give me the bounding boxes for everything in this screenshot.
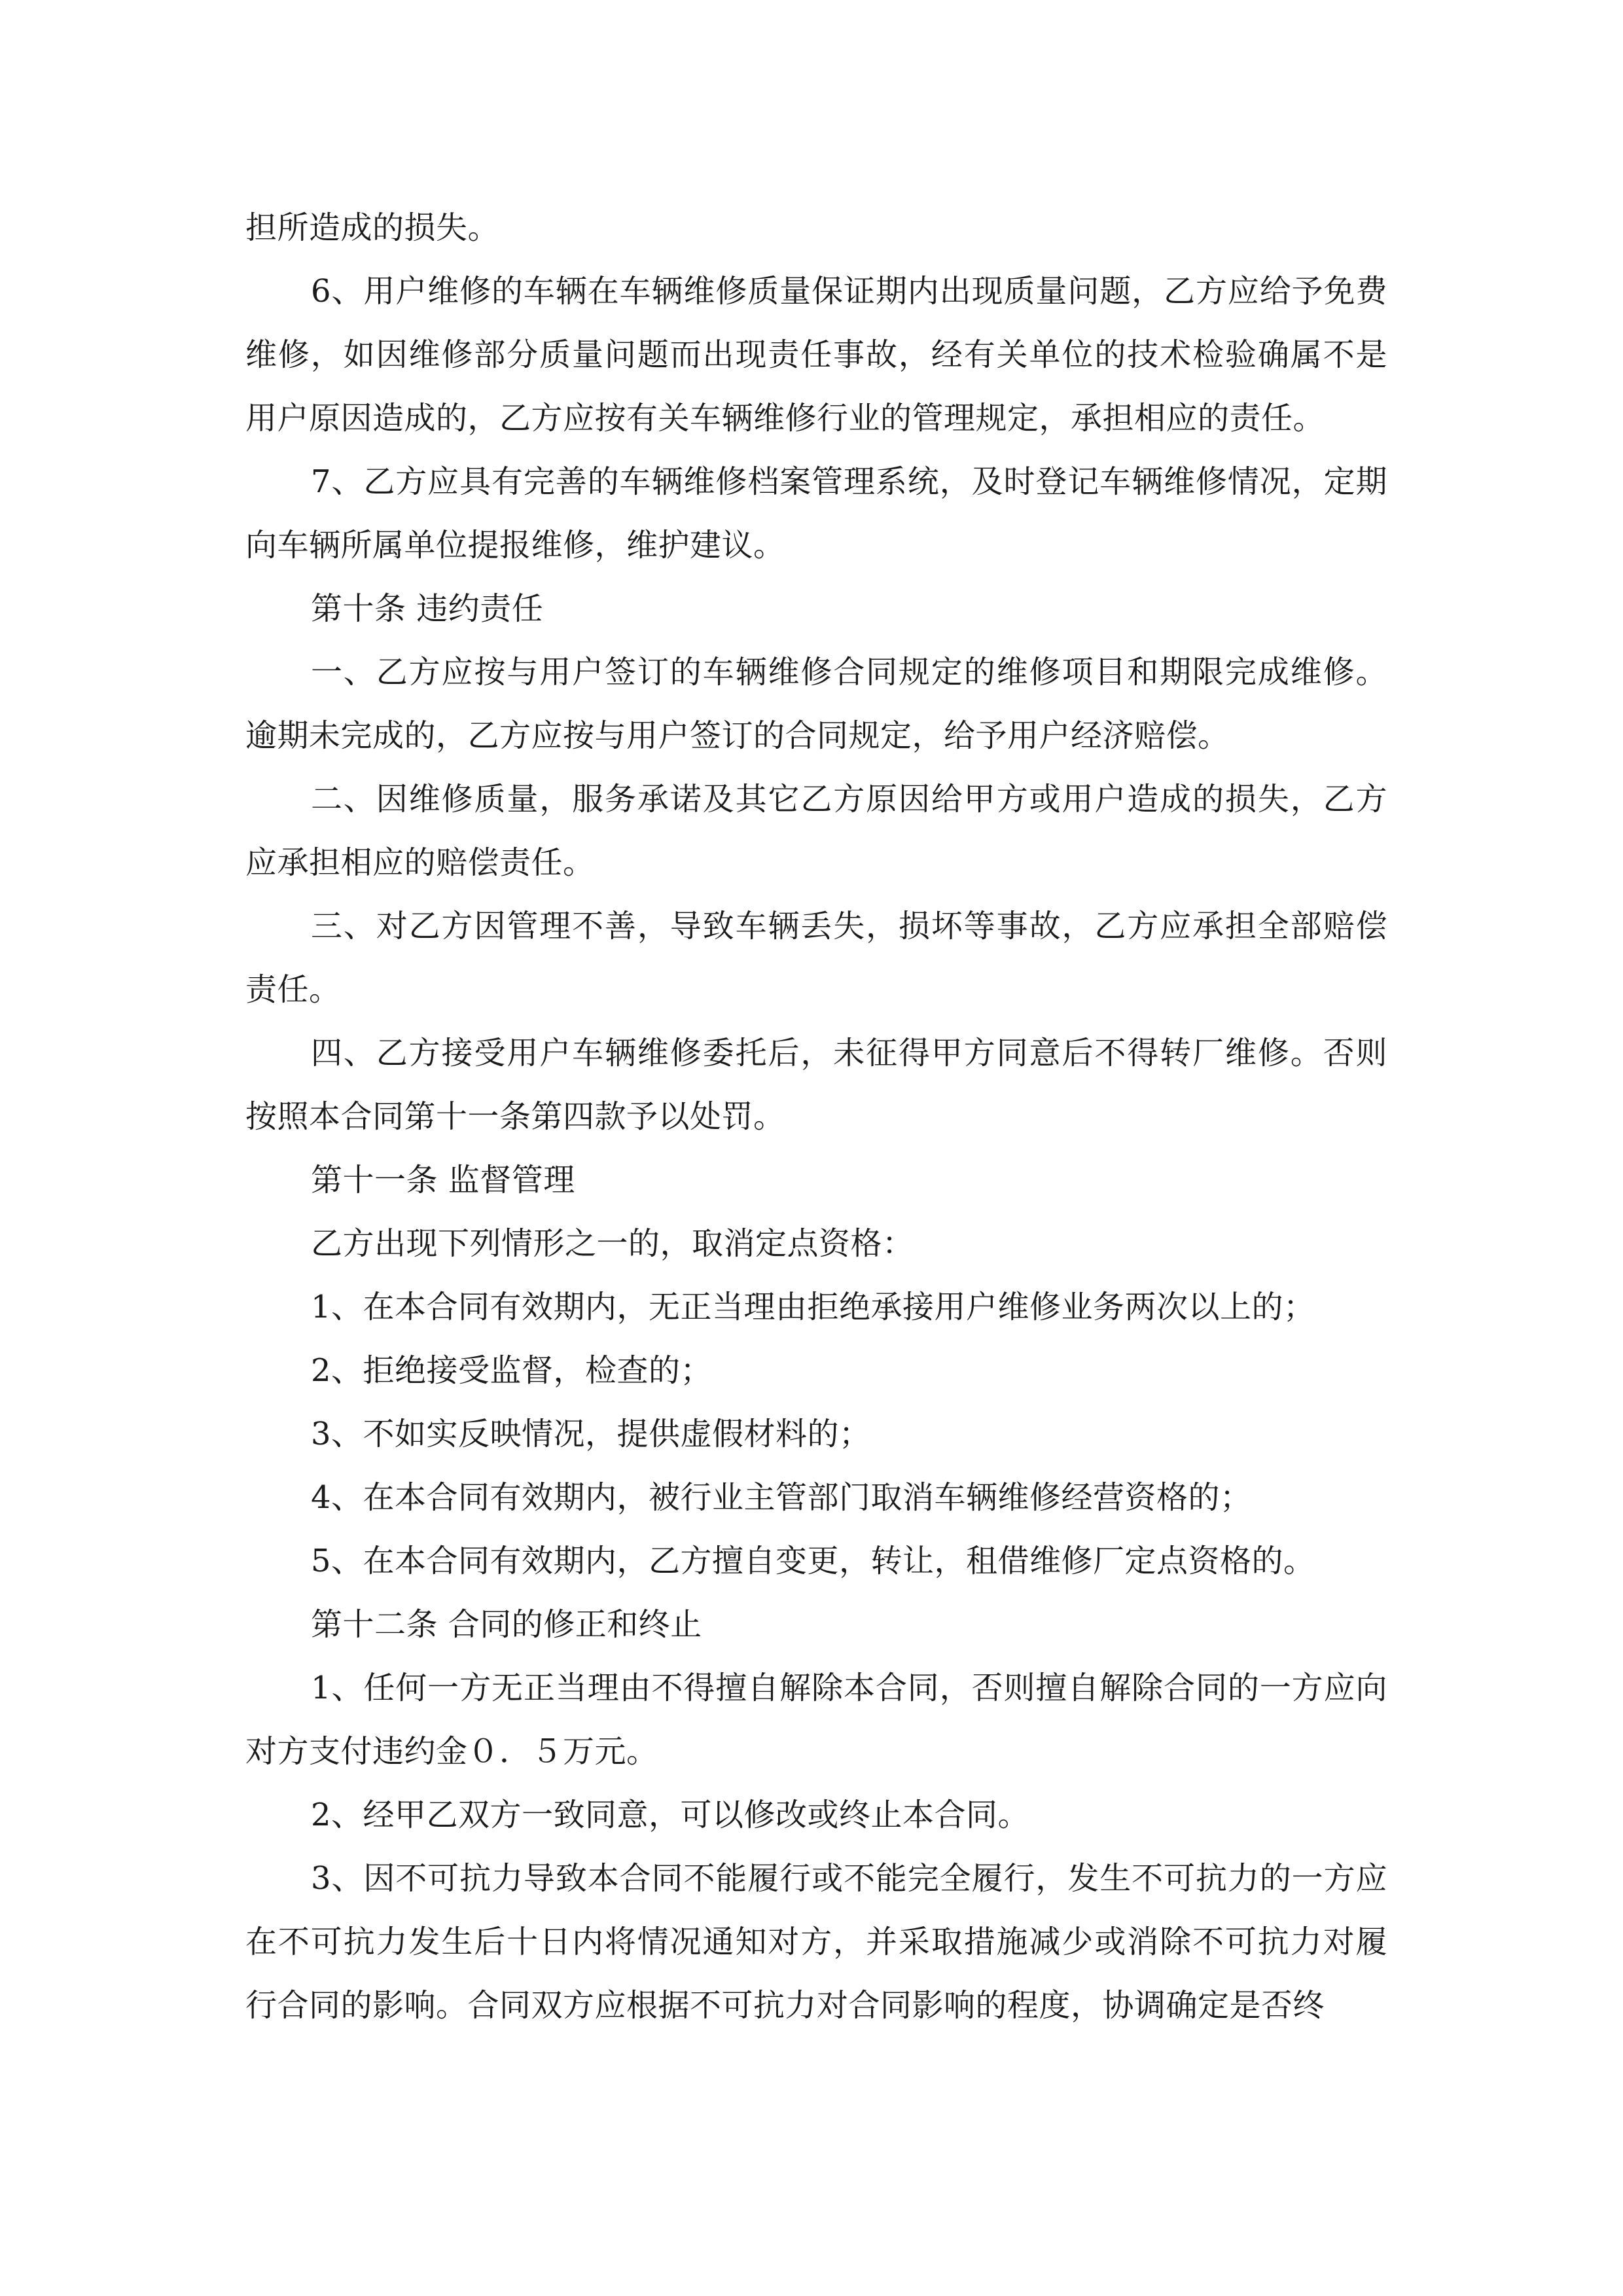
paragraph-clause-3-loss: 三、对乙方因管理不善，导致车辆丢失，损坏等事故，乙方应承担全部赔偿责任。: [245, 908, 1387, 1008]
list-item-supervision: 2、拒绝接受监督，检查的；: [311, 1352, 713, 1389]
list-item-false-materials: 3、不如实反映情况，提供虚假材料的；: [311, 1416, 871, 1452]
paragraph-termination-penalty: 1、任何一方无正当理由不得擅自解除本合同，否则擅自解除合同的一方应向对方支付违约金０．５万元。: [245, 1670, 1387, 1770]
section-heading-article-12: 第十二条 合同的修正和终止: [311, 1606, 702, 1643]
list-item-unauthorized-transfer: 5、在本合同有效期内，乙方擅自变更，转让，租借维修厂定点资格的。: [311, 1543, 1315, 1579]
list-item-refusal: 1、在本合同有效期内，无正当理由拒绝承接用户维修业务两次以上的；: [311, 1289, 1315, 1325]
paragraph-item-6-warranty: 6、用户维修的车辆在车辆维修质量保证期内出现质量问题，乙方应给予免费维修，如因维修部分质量问题而出现责任事故，经有关单位的技术检验确属不是用户原因造成的，乙方应按有关车辆维修行业的管理规定，承担相应的责任。: [245, 273, 1387, 437]
paragraph-clause-1-delay: 一、乙方应按与用户签订的车辆维修合同规定的维修项目和期限完成维修。逾期未完成的，乙方应按与用户签订的合同规定，给予用户经济赔偿。: [245, 654, 1387, 754]
paragraph-continued-loss: 担所造成的损失。: [245, 209, 500, 246]
paragraph-force-majeure: 3、因不可抗力导致本合同不能履行或不能完全履行，发生不可抗力的一方应在不可抗力发生后十日内将情况通知对方，并采取措施减少或消除不可抗力对履行合同的影响。合同双方应根据不可抗力对合同影响的程度，协调确定是否终: [245, 1860, 1387, 2024]
list-item-license-revoked: 4、在本合同有效期内，被行业主管部门取消车辆维修经营资格的；: [311, 1479, 1252, 1516]
document-body: [245, 196, 1387, 2037]
paragraph-mutual-agreement: 2、经甲乙双方一致同意，可以修改或终止本合同。: [311, 1797, 1030, 1833]
paragraph-clause-4-transfer: 四、乙方接受用户车辆维修委托后，未征得甲方同意后不得转厂维修。否则按照本合同第十一条第四款予以处罚。: [245, 1035, 1387, 1135]
section-heading-article-10: 第十条 违约责任: [311, 590, 544, 627]
paragraph-clause-2-quality: 二、因维修质量，服务承诺及其它乙方原因给甲方或用户造成的损失，乙方应承担相应的赔偿责任。: [245, 781, 1387, 881]
section-heading-article-11: 第十一条 监督管理: [311, 1162, 575, 1198]
paragraph-disqualification-intro: 乙方出现下列情形之一的，取消定点资格：: [311, 1225, 914, 1262]
paragraph-item-7-records: 7、乙方应具有完善的车辆维修档案管理系统，及时登记车辆维修情况，定期向车辆所属单位提报维修，维护建议。: [245, 463, 1387, 564]
